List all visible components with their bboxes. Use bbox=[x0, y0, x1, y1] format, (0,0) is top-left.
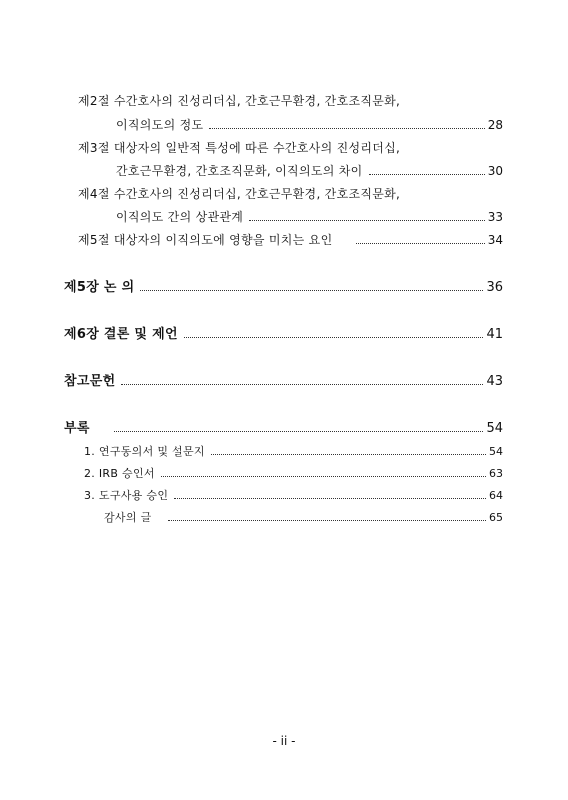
toc-appendix-item-3-page: 64 bbox=[489, 489, 503, 502]
toc-appendix-item-1-title: 1. 연구동의서 및 설문지 bbox=[84, 445, 205, 458]
dot-leader bbox=[211, 454, 486, 455]
toc-section-2-line-1 bbox=[78, 94, 400, 108]
toc-appendix-title: 부록 bbox=[64, 421, 90, 436]
toc-section-4-title-cont: 이직의도 간의 상관관계 bbox=[116, 210, 244, 224]
toc-appendix-item-2-title: 2. IRB 승인서 bbox=[84, 467, 155, 480]
toc-appendix-page: 54 bbox=[486, 421, 503, 436]
toc-section-5 bbox=[78, 233, 503, 247]
toc-section-3-page: 30 bbox=[487, 164, 503, 178]
toc-section-3-title: 제3절 대상자의 일반적 특성에 따른 수간호사의 진성리더십, bbox=[78, 141, 401, 155]
toc-references-title: 참고문헌 bbox=[64, 374, 116, 389]
dot-leader bbox=[161, 476, 486, 477]
toc-chapter-6-page: 41 bbox=[486, 327, 503, 342]
toc-section-3-title-cont: 간호근무환경, 간호조직문화, 이직의도의 차이 bbox=[116, 164, 363, 178]
dot-leader bbox=[168, 520, 486, 521]
toc-section-4-line-2 bbox=[116, 210, 503, 224]
toc-chapter-6-title: 제6장 결론 및 제언 bbox=[64, 327, 178, 342]
dot-leader bbox=[184, 337, 484, 338]
dot-leader bbox=[356, 243, 484, 244]
toc-chapter-5-title: 제5장 논 의 bbox=[64, 280, 135, 295]
toc-appendix-item-1-page: 54 bbox=[489, 445, 503, 458]
toc-appendix-item-2-page: 63 bbox=[489, 467, 503, 480]
toc-section-3-line-1 bbox=[78, 141, 400, 155]
toc-section-5-page: 34 bbox=[487, 233, 503, 247]
toc-section-4-line-1 bbox=[78, 187, 400, 201]
dot-leader bbox=[114, 431, 484, 432]
toc-chapter-6 bbox=[64, 328, 503, 342]
toc-references-page: 43 bbox=[486, 374, 503, 389]
toc-section-2-line-2 bbox=[116, 118, 503, 132]
dot-leader bbox=[140, 290, 483, 291]
toc-references bbox=[64, 375, 503, 389]
toc-appendix-item-2 bbox=[84, 467, 503, 481]
dot-leader bbox=[121, 384, 483, 385]
toc-chapter-5-page: 36 bbox=[486, 280, 503, 295]
toc-section-2-title-cont: 이직의도의 정도 bbox=[116, 118, 204, 132]
toc-acknowledgements-title: 감사의 글 bbox=[104, 511, 152, 524]
toc-acknowledgements-page: 65 bbox=[489, 511, 503, 524]
dot-leader bbox=[209, 128, 484, 129]
toc-appendix-item-3-title: 3. 도구사용 승인 bbox=[84, 489, 169, 502]
toc-section-4-title: 제4절 수간호사의 진성리더십, 간호근무환경, 간호조직문화, bbox=[78, 187, 401, 201]
toc-appendix-item-1 bbox=[84, 445, 503, 459]
toc-section-2-title: 제2절 수간호사의 진성리더십, 간호근무환경, 간호조직문화, bbox=[78, 94, 401, 108]
toc-acknowledgements bbox=[104, 511, 503, 525]
page-number: - ii - bbox=[272, 734, 296, 748]
toc-chapter-5 bbox=[64, 281, 503, 295]
dot-leader bbox=[174, 498, 486, 499]
dot-leader bbox=[249, 220, 485, 221]
toc-section-3-line-2 bbox=[116, 164, 503, 178]
toc-appendix bbox=[64, 422, 503, 436]
toc-section-4-page: 33 bbox=[487, 210, 503, 224]
dot-leader bbox=[369, 174, 485, 175]
toc-section-2-page: 28 bbox=[487, 118, 503, 132]
toc-section-5-title: 제5절 대상자의 이직의도에 영향을 미치는 요인 bbox=[78, 233, 333, 247]
toc-appendix-item-3 bbox=[84, 489, 503, 503]
